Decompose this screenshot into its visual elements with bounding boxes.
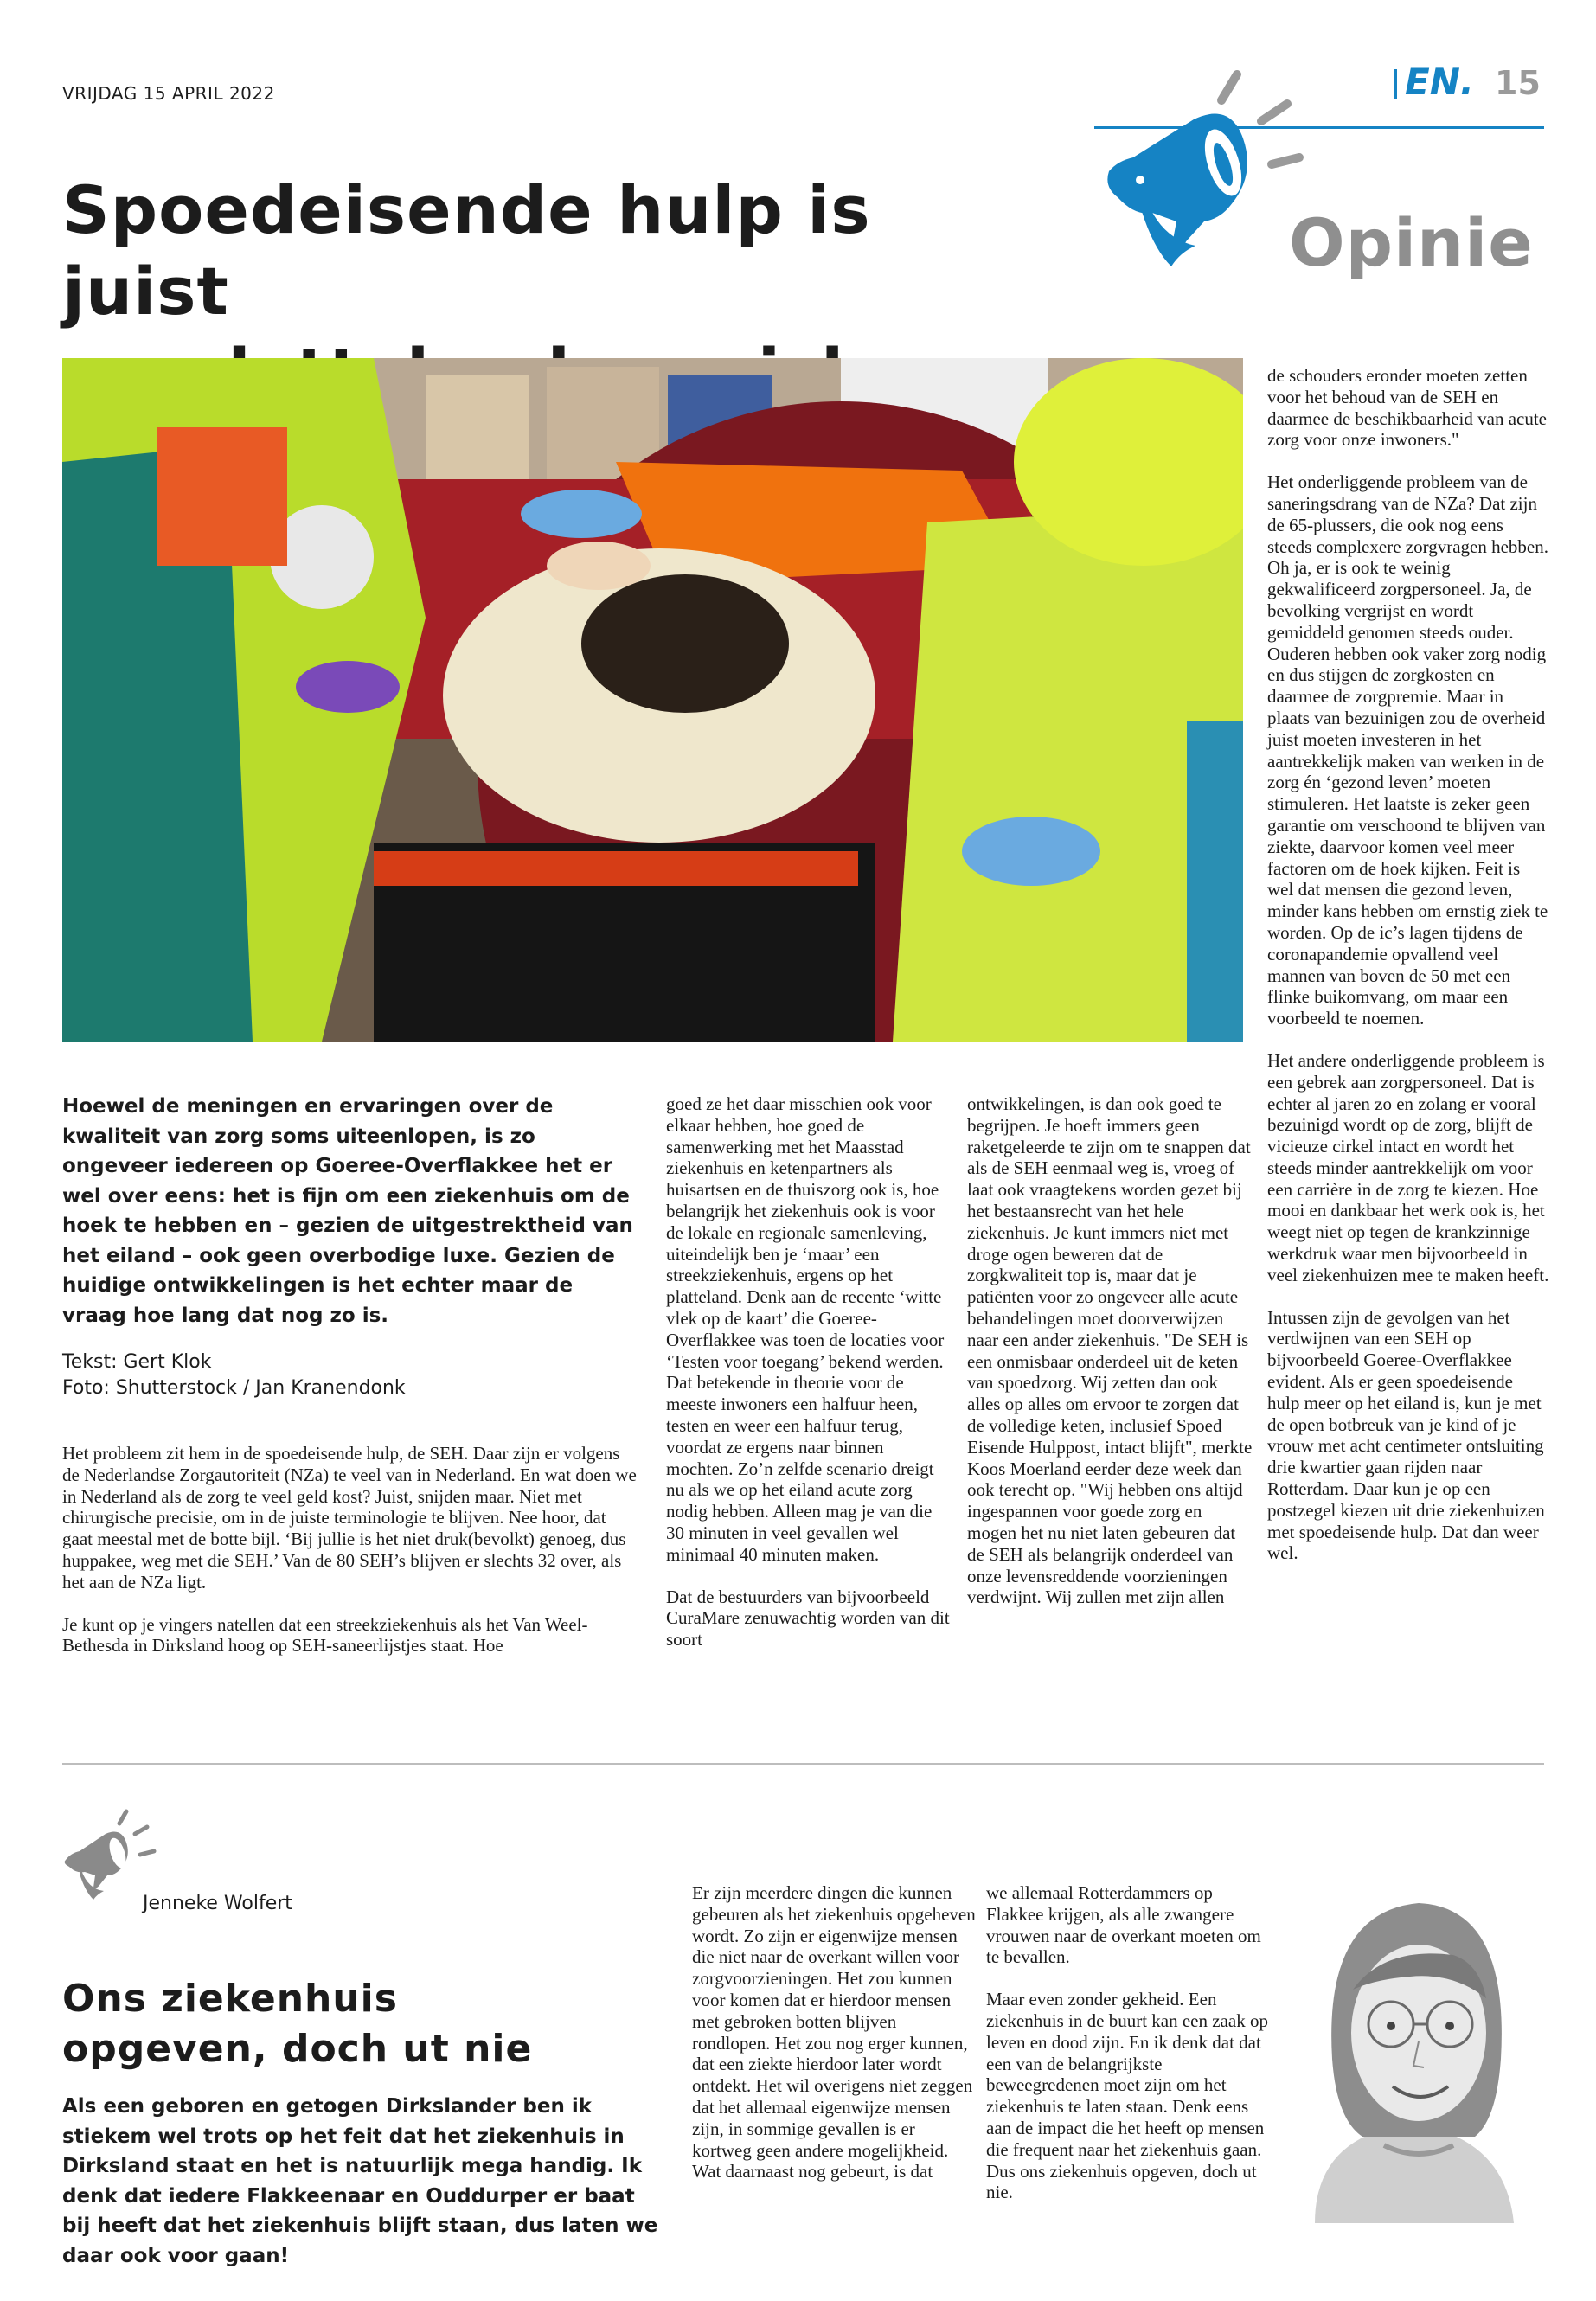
credit-text: Tekst: Gert Klok (62, 1351, 212, 1373)
column-title-line-2: opgeven, doch ut nie (62, 2027, 533, 2071)
article-photo (62, 358, 1243, 1042)
section-label: Opinie (1289, 204, 1534, 281)
paragraph: goed ze het daar misschien ook voor elkaar hebben, hoe goed de samenwerking met het Maasstad ziekenhuis en ketenpartners als huisartsen en de thuiszorg ook is, hoe belangrijk het ziekenhuis ook is voor de lokale en regionale samenleving, uiteindelijk ben je ‘maar’ een streekziekenhuis, ergens op het platteland. Denk aan de recente ‘witte vlek op de kaart’ die Goeree-Overflakkee was toen de locaties voor ‘Testen voor toegang’ bekend werden. Dat betekende in theorie voor de meeste inwoners een halfuur heen, testen en weer een halfuur terug, voordat ze ergens naar binnen mochten. Zo’n zelfde scenario dreigt nu als we op het eiland acute zorg nodig hebben. Alleen mag je van die 30 minuten in veel gevallen wel minimaal 40 minuten maken. (666, 1093, 945, 1565)
megaphone-icon (59, 1806, 163, 1901)
column-title-line-1: Ons ziekenhuis (62, 1977, 398, 2021)
article-column-1 (62, 1443, 637, 1677)
masthead-divider (1394, 69, 1397, 99)
paragraph: Er zijn meerdere dingen die kunnen gebeuren als het ziekenhuis opgeheven wordt. Zo zijn er eigenwijze mensen die niet naar de overkant willen voor zorgvoorzieningen. Het zou kunnen voor komen dat er hierdoor mensen met gebroken botten blijven rondlopen. Het zou nog erger kunnen, dat een ziekte hierdoor later wordt ontdekt. Het wil overigens niet zeggen dat het allemaal eigenwijze mensen zijn, in sommige gevallen is er kortweg geen andere mogelijkheid. Wat daarnaast nog gebeurt, is dat (692, 1882, 976, 2182)
paragraph: we allemaal Rotterdammers op Flakkee krijgen, als alle zwangere vrouwen naar de overkant moeten om te bevallen. (986, 1882, 1261, 1968)
article-column-4 (1267, 365, 1549, 1585)
paragraph: ontwikkelingen, is dan ook goed te begrijpen. Je hoeft immers geen raketgeleerde te zijn om te snappen dat als de SEH eenmaal weg is, vroeg of laat ook vraagtekens worden gezet bij het bestaansrecht van het hele ziekenhuis. Je kunt immers niet met droge ogen beweren dat de zorgkwaliteit top is, maar dat je patiënten voor zo ongeveer alle acute behandelingen moet doorverwijzen naar een ander ziekenhuis. "De SEH is een onmisbaar onderdeel uit de keten van spoedzorg. Wij zetten dan ook alles op alles om ervoor te zorgen dat de volledige keten, inclusief Spoed Eisende Hulppost, intact blijft", merkte Koos Moerland eerder deze week dan ook terecht op. "Wij hebben ons altijd ingespannen voor goede zorg en mogen het nu niet laten gebeuren dat de SEH als belangrijk onderdeel van onze levensreddende voorzieningen verdwijnt. Wij zullen met zijn allen (967, 1093, 1253, 1608)
article-column-3 (967, 1093, 1254, 1629)
paragraph: Intussen zijn de gevolgen van het verdwijnen van een SEH op bijvoorbeeld Goeree-Overflakkee evident. Als er geen spoedeisende hulp meer op het eiland is, kun je met de open botbreuk van je kind of je vrouw met acht centimeter ontsluiting drie kwartier gaan rijden naar Rotterdam. Daar kun je op een postzegel kiezen uit drie ziekenhuizen met spoedeisende hulp. Dat dan weer wel. (1267, 1306, 1545, 1564)
credit-photo: Foto: Shutterstock / Jan Kranendonk (62, 1377, 406, 1399)
author-portrait (1280, 1860, 1544, 2223)
paragraph: de schouders eronder moeten zetten voor het behoud van de SEH en daarmee de beschikbaarheid van acute zorg voor onze inwoners." (1267, 365, 1547, 451)
paragraph: Je kunt op je vingers natellen dat een streekziekenhuis als het Van Weel-Bethesda in Dirksland hoog op SEH-saneerlijstjes staat. Hoe (62, 1613, 588, 1657)
article-credits (62, 1349, 637, 1401)
column-body-1 (692, 1882, 977, 2203)
column-title (62, 1974, 668, 2074)
paragraph: Dat de bestuurders van bijvoorbeeld CuraMare zenuwachtig worden van dit soort (666, 1586, 950, 1650)
column-body-2 (986, 1882, 1272, 2224)
page-number: 15 (1495, 64, 1541, 102)
article-column-2 (666, 1093, 953, 1671)
column-author: Jenneke Wolfert (143, 1893, 292, 1914)
issue-date: VRIJDAG 15 APRIL 2022 (62, 83, 275, 104)
paragraph: Maar even zonder gekheid. Een ziekenhuis in de buurt kan een zaak op leven en dood zijn. En ik denk dat dat een van de belangrijkste beweegredenen moet zijn om het ziekenhuis te laten staan. Denk eens aan de impact die het heeft op mensen die frequent naar het ziekenhuis gaan. Dus ons ziekenhuis opgeven, doch ut nie. (986, 1989, 1268, 2203)
column-lead: Als een geboren en getogen Dirkslander ben ik stiekem wel trots op het feit dat het ziekenhuis in Dirksland staat en het is natuurlijk mega handig. Ik denk dat iedere Flakkeenaar en Ouddurper er baat bij heeft dat het ziekenhuis blijft staan, dus laten we daar ook voor gaan! (62, 2095, 658, 2267)
paragraph: Het onderliggende probleem van de saneringsdrang van de NZa? Dat zijn de 65-plussers, die ook nog eens steeds complexere zorgvragen hebben. Oh ja, er is ook te weinig gekwalificeerd zorgpersoneel. Ja, de bevolking vergrijst en wordt gemiddeld genomen steeds ouder. Ouderen hebben ook vaker zorg nodig en dus stijgen de zorgkosten en daarmee de zorgpremie. Maar in plaats van bezuinigen zou de overheid juist moeten investeren in het aantrekkelijk maken van werken in de zorg én ‘gezond leven’ moeten stimuleren. Het laatste is zeker geen garantie om verschoond te blijven van ziekte, daarvoor komen veel meer factoren om de hoek kijken. Feit is wel dat mensen die gezond leven, minder kans hebben om ernstig ziek te worden. Op de ic’s lagen tijdens de coronapandemie opvallend veel mannen van boven de 50 met een flinke buikomvang, om maar een voorbeeld te noemen. (1267, 471, 1548, 1029)
article-lead: Hoewel de meningen en ervaringen over de kwaliteit van zorg soms uiteenlopen, is zo ongeveer iedereen op Goeree-Overflakkee het er wel over eens: het is fijn om een ziekenhuis om de hoek te hebben en – gezien de uitgestrektheid van het eiland – ook geen overbodige luxe. Gezien de huidige ontwikkelingen is het echter maar de vraag hoe lang dat nog zo is. (62, 1095, 633, 1327)
paragraph: Het probleem zit hem in de spoedeisende hulp, de SEH. Daar zijn er volgens de Nederlandse Zorgautoriteit (NZa) te veel van in Nederland. En wat doen we in Nederland als de zorg te veel geld kost? Juist, snijden maar. Niet met chirurgische precisie, om in de juiste terminologie te blijven. Nee hoor, dat gaat meestal met de botte bijl. ‘Bij jullie is het niet druk(bevolkt) genoeg, dus huppakee, weg met die SEH.’ Van de 80 SEH’s blijven er slechts 32 over, als het aan de NZa ligt. (62, 1443, 637, 1593)
headline-line-1: Spoedeisende hulp is juist (62, 171, 871, 330)
section-divider (62, 1763, 1544, 1765)
brand-logo: EN. (1405, 61, 1474, 103)
paragraph: Het andere onderliggende probleem is een gebrek aan zorgpersoneel. Dat is echter al jaren zo en zolang er vooral bezuinigd wordt op de zorg, blijft de vicieuze cirkel intact en wordt het steeds minder aantrekkelijk om voor een carrière in de zorg te kiezen. Hoe mooi en dankbaar het werk ook is, het weegt niet op tegen de krankzinnige werkdruk waar men bijvoorbeeld in veel ziekenhuizen mee te maken heeft. (1267, 1049, 1549, 1285)
